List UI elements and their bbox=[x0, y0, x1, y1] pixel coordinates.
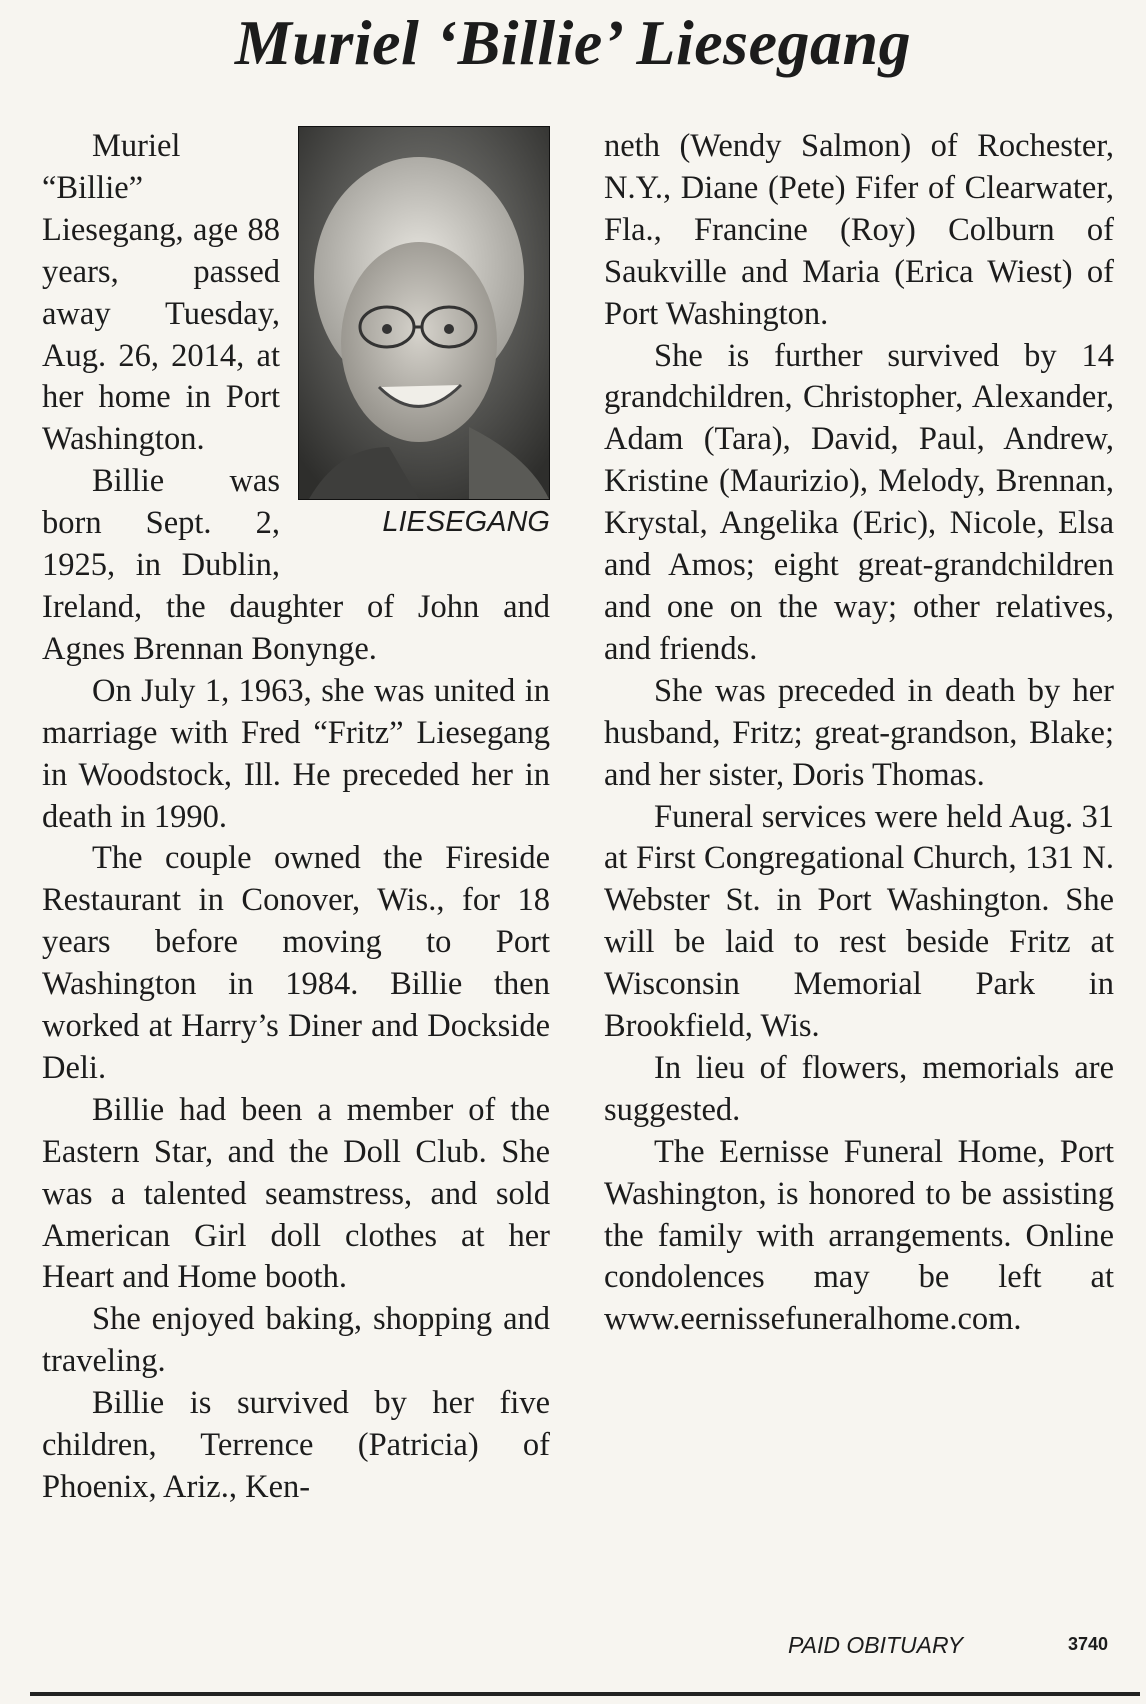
paragraph: Funeral services were held Aug. 31 at First Congregational Church, 131 N. Webster St. in Port Washington. She will be laid to rest beside Fritz at Wisconsin Memorial Park in Brookfield, Wis. bbox=[604, 798, 1114, 1045]
paragraph: neth (Wendy Salmon) of Rochester, N.Y., Diane (Pete) Fifer of Clearwater, Fla., Francine (Roy) Colburn of Saukville and Maria (Erica Wiest) of Port Washington. bbox=[604, 128, 1114, 332]
paragraph: In lieu of flowers, memorials are suggested. bbox=[604, 1049, 1114, 1128]
obituary-title: Muriel ‘Billie’ Liesegang bbox=[234, 7, 912, 78]
photo-caption: LIESEGANG bbox=[382, 506, 550, 538]
paid-obituary-label: PAID OBITUARY bbox=[788, 1632, 964, 1658]
portrait-photo bbox=[298, 126, 550, 500]
paragraph: Billie is survived by her five children, Terrence (Patricia) of Phoenix, Ariz., Ken- bbox=[42, 1385, 550, 1505]
portrait-photo-block bbox=[298, 126, 550, 546]
paragraph: Billie was born Sept. 2, 1925, in Dublin, Ireland, the daughter of John and Agnes Brennan Bonynge. bbox=[42, 463, 550, 667]
bottom-divider bbox=[30, 1692, 1140, 1696]
paragraph: She enjoyed baking, shopping and traveling. bbox=[42, 1301, 550, 1380]
paragraph: She is further survived by 14 grandchildren, Christopher, Alexander, Adam (Tara), David, Paul, Andrew, Kristine (Maurizio), Melody, Brennan, Krystal, Angelika (Eric), Nicole, Elsa and Amos; eight great-grandchildren and one on the way; other relatives, and friends. bbox=[604, 337, 1114, 667]
text-column-right bbox=[604, 126, 1114, 1341]
paragraph: She was preceded in death by her husband, Fritz; great-grandson, Blake; and her sister, Doris Thomas. bbox=[604, 672, 1114, 793]
paragraph: On July 1, 1963, she was united in marriage with Fred “Fritz” Liesegang in Woodstock, Ill. He preceded her in death in 1990. bbox=[42, 672, 550, 835]
portrait-photo-icon bbox=[299, 127, 549, 499]
paragraph: The Eernisse Funeral Home, Port Washington, is honored to be assisting the family with arrangements. Online condolences may be left at www.eernissefuneralhome.com. bbox=[604, 1133, 1114, 1338]
paragraph: The couple owned the Fireside Restaurant in Conover, Wis., for 18 years before moving to Port Washington in 1984. Billie then worked at Harry’s Diner and Dockside Deli. bbox=[42, 840, 550, 1086]
paragraph: Muriel “Billie” Liesegang, age 88 years, passed away Tuesday, Aug. 26, 2014, at her home in Port Washington. bbox=[42, 128, 280, 458]
ad-number: 3740 bbox=[1068, 1634, 1109, 1654]
text-column-left bbox=[42, 126, 550, 1509]
paragraph: Billie had been a member of the Eastern Star, and the Doll Club. She was a talented seamstress, and sold American Girl doll clothes at her Heart and Home booth. bbox=[42, 1091, 550, 1296]
